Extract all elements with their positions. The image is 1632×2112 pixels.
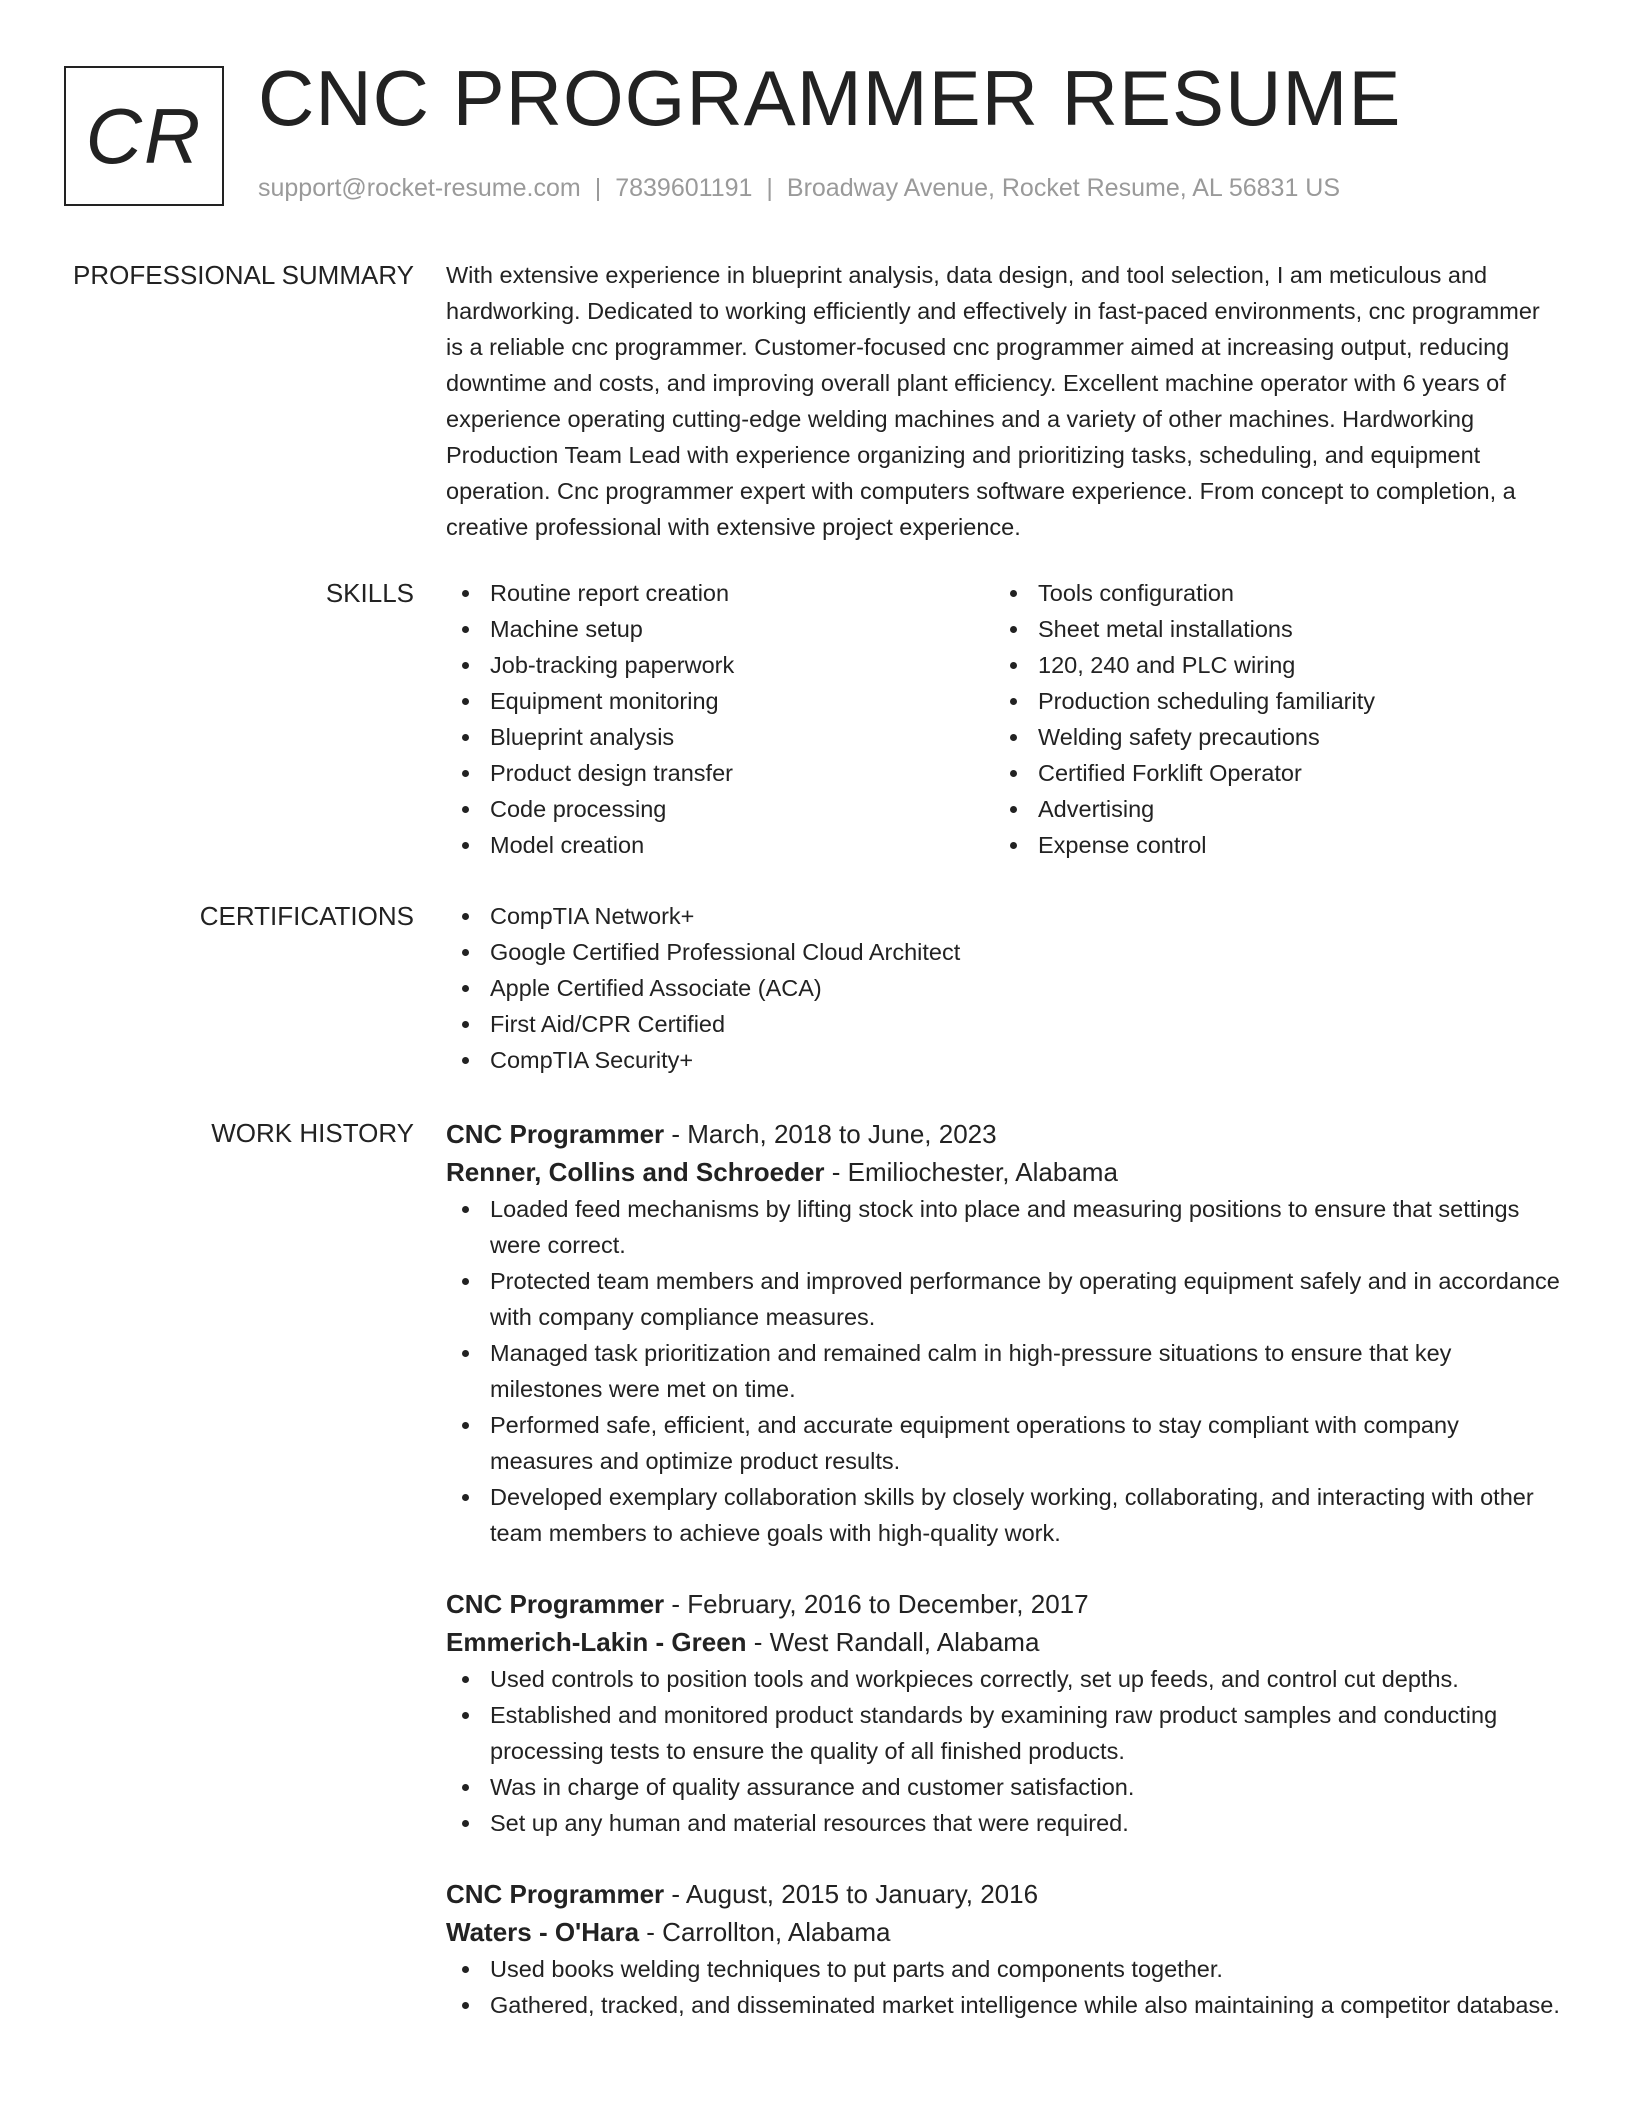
job-bullet: Established and monitored product standards by examining raw product samples and conducting processing tests to ensure the quality of all finished products.	[446, 1697, 1561, 1769]
certification-item: Google Certified Professional Cloud Architect	[446, 934, 1561, 970]
contact-line	[258, 174, 1340, 203]
contact-email[interactable]: support@rocket-resume.com	[258, 174, 581, 202]
certification-item: CompTIA Network+	[446, 898, 1561, 934]
skills-list-left	[446, 575, 994, 863]
job-bullet: Used books welding techniques to put parts and components together.	[446, 1951, 1561, 1987]
job-title: CNC Programmer	[446, 1589, 665, 1619]
job-company: Waters - O'Hara	[446, 1917, 640, 1947]
skills-body	[446, 575, 1561, 863]
job-company: Emmerich-Lakin - Green	[446, 1627, 747, 1657]
skill-item: Production scheduling familiarity	[994, 683, 1542, 719]
job-bullets	[446, 1661, 1561, 1841]
skill-item: Advertising	[994, 791, 1542, 827]
job-bullet: Protected team members and improved performance by operating equipment safely and in accordance with company compliance measures.	[446, 1263, 1561, 1335]
skill-item: Model creation	[446, 827, 994, 863]
skill-item: Certified Forklift Operator	[994, 755, 1542, 791]
job-title: CNC Programmer	[446, 1119, 665, 1149]
job-entry	[446, 1875, 1561, 2023]
summary-heading: PROFESSIONAL SUMMARY	[73, 260, 414, 290]
job-location: - Carrollton, Alabama	[639, 1917, 891, 1947]
job-title-line	[446, 1585, 1561, 1623]
work-history-body	[446, 1115, 1561, 2041]
job-company-line	[446, 1913, 1561, 1951]
job-bullet: Managed task prioritization and remained calm in high-pressure situations to ensure that key milestones were met on time.	[446, 1335, 1561, 1407]
certification-item: Apple Certified Associate (ACA)	[446, 970, 1561, 1006]
job-bullet: Developed exemplary collaboration skills by closely working, collaborating, and interacting with other team members to achieve goals with high-quality work.	[446, 1479, 1561, 1551]
skill-item: Welding safety precautions	[994, 719, 1542, 755]
skill-item: Blueprint analysis	[446, 719, 994, 755]
job-title-line	[446, 1115, 1561, 1153]
job-title: CNC Programmer	[446, 1879, 665, 1909]
certifications-body	[446, 898, 1561, 1078]
job-dates: - March, 2018 to June, 2023	[664, 1119, 997, 1149]
contact-separator: |	[594, 174, 602, 202]
skill-item: Tools configuration	[994, 575, 1542, 611]
job-dates: - August, 2015 to January, 2016	[664, 1879, 1039, 1909]
skill-item: Machine setup	[446, 611, 994, 647]
skills-heading: SKILLS	[325, 578, 414, 608]
skill-item: Product design transfer	[446, 755, 994, 791]
job-bullet: Performed safe, efficient, and accurate equipment operations to stay compliant with company measures and optimize product results.	[446, 1407, 1561, 1479]
contact-separator: |	[766, 174, 773, 202]
contact-address: Broadway Avenue, Rocket Resume, AL 56831 US	[786, 174, 1341, 202]
summary-text: With extensive experience in blueprint analysis, data design, and tool selection, I am meticulous and hardworking. Dedicated to working efficiently and effectively in fast-paced environments, cnc programmer is a reliable cnc programmer. Customer-focused cnc programmer aimed at increasing output, reducing downtime and costs, and improving overall plant efficiency. Excellent machine operator with 6 years of experience operating cutting-edge welding machines and a variety of other machines. Hardworking Production Team Lead with experience organizing and prioritizing tasks, scheduling, and equipment operation. Cnc programmer expert with computers software experience. From concept to completion, a creative professional with extensive project experience.	[446, 262, 1540, 540]
skill-item: Sheet metal installations	[994, 611, 1542, 647]
skill-item: Code processing	[446, 791, 994, 827]
job-bullets	[446, 1191, 1561, 1551]
skill-item: Equipment monitoring	[446, 683, 994, 719]
job-location: - West Randall, Alabama	[746, 1627, 1040, 1657]
skill-item: Expense control	[994, 827, 1542, 863]
job-location: - Emiliochester, Alabama	[824, 1157, 1118, 1187]
job-entry	[446, 1585, 1561, 1841]
resume-title: CNC PROGRAMMER RESUME	[258, 54, 1402, 142]
contact-phone[interactable]: 7839601191	[615, 174, 753, 202]
monogram-initials: CR	[85, 91, 203, 180]
job-bullet: Loaded feed mechanisms by lifting stock into place and measuring positions to ensure that settings were correct.	[446, 1191, 1561, 1263]
job-bullet: Gathered, tracked, and disseminated market intelligence while also maintaining a competitor database.	[446, 1987, 1561, 2023]
job-bullets	[446, 1951, 1561, 2023]
skill-item: Job-tracking paperwork	[446, 647, 994, 683]
job-company-line	[446, 1153, 1561, 1191]
certifications-list	[446, 898, 1561, 1078]
certification-item: First Aid/CPR Certified	[446, 1006, 1561, 1042]
job-title-line	[446, 1875, 1561, 1913]
monogram-box	[64, 66, 224, 206]
work-history-heading: WORK HISTORY	[211, 1118, 414, 1148]
certifications-heading: CERTIFICATIONS	[199, 901, 414, 931]
job-company-line	[446, 1623, 1561, 1661]
job-company: Renner, Collins and Schroeder	[446, 1157, 825, 1187]
job-bullet: Was in charge of quality assurance and customer satisfaction.	[446, 1769, 1561, 1805]
job-bullet: Set up any human and material resources that were required.	[446, 1805, 1561, 1841]
job-bullet: Used controls to position tools and workpieces correctly, set up feeds, and control cut depths.	[446, 1661, 1561, 1697]
certification-item: CompTIA Security+	[446, 1042, 1561, 1078]
job-dates: - February, 2016 to December, 2017	[664, 1589, 1089, 1619]
job-entry	[446, 1115, 1561, 1551]
summary-body	[446, 257, 1561, 545]
skill-item: Routine report creation	[446, 575, 994, 611]
skills-list-right	[994, 575, 1542, 863]
skill-item: 120, 240 and PLC wiring	[994, 647, 1542, 683]
